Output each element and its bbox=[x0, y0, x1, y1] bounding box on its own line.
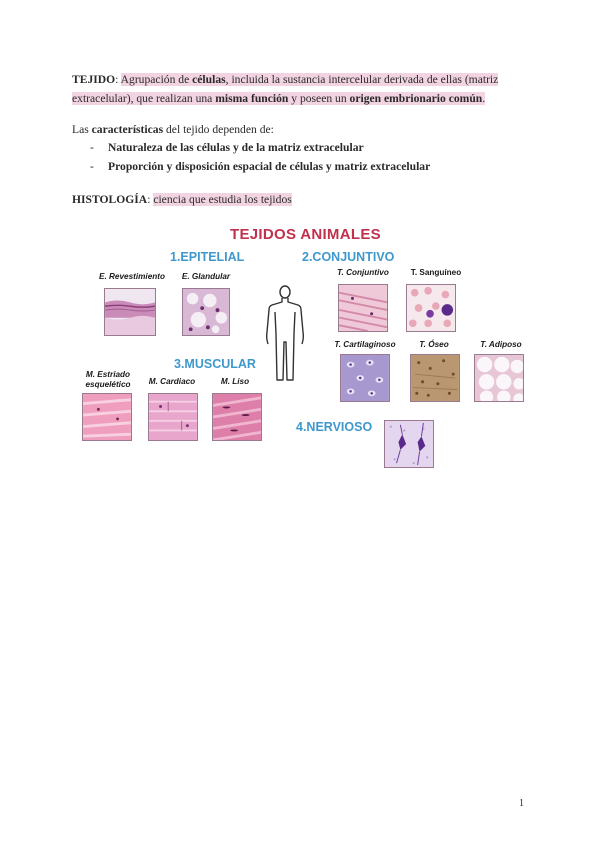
human-body-icon bbox=[262, 284, 308, 384]
cardiaco-tissue-image bbox=[148, 393, 198, 441]
label-cartilaginoso: T. Cartilaginoso bbox=[334, 340, 396, 349]
sanguineo-tissue-image bbox=[406, 284, 456, 332]
label-estriado: M. Estriado esquelético bbox=[85, 370, 131, 389]
cartilaginoso-tissue-image bbox=[340, 354, 390, 402]
category-muscular: 3.MUSCULAR bbox=[174, 357, 256, 371]
category-nervioso: 4.NERVIOSO bbox=[296, 420, 373, 434]
label-adiposo: T. Adiposo bbox=[480, 340, 522, 349]
nervioso-tissue-image bbox=[384, 420, 434, 468]
histology-definition: ciencia que estudia los tejidos bbox=[153, 193, 292, 206]
definition-paragraph: TEJIDO: Agrupación de células, incluida la sustancia intercelular derivada de ellas (matriz extracelular), que realizan una misma función y poseen un origen embrionario común. bbox=[72, 73, 499, 105]
definition-highlight: Agrupación de células, incluida la sustancia intercelular derivada de ellas (matriz extracelular), que realizan una misma función y poseen un origen embrionario común. bbox=[72, 73, 499, 105]
characteristics-list bbox=[90, 138, 430, 176]
liso-tissue-image bbox=[212, 393, 262, 441]
category-epitelial: 1.EPITELIAL bbox=[170, 250, 245, 264]
label-cardiaco: M. Cardiaco bbox=[148, 377, 196, 386]
revestimiento-tissue-image bbox=[104, 288, 156, 336]
label-liso: M. Liso bbox=[220, 377, 250, 386]
estriado-tissue-image bbox=[82, 393, 132, 441]
figure-title: TEJIDOS ANIMALES bbox=[230, 226, 381, 243]
label-conjuntivo: T. Conjuntivo bbox=[337, 268, 389, 277]
oseo-tissue-image bbox=[410, 354, 460, 402]
histology-paragraph: HISTOLOGÍA: ciencia que estudia los tejidos bbox=[72, 193, 292, 206]
label-revestimiento: E. Revestimiento bbox=[99, 272, 165, 281]
conjuntivo-tissue-image bbox=[338, 284, 388, 332]
list-item: - Naturaleza de las células y de la matriz extracelular bbox=[90, 141, 364, 154]
characteristics-intro: Las características del tejido dependen de: bbox=[72, 123, 274, 136]
label-oseo: T. Óseo bbox=[419, 340, 449, 349]
category-conjuntivo: 2.CONJUNTIVO bbox=[302, 250, 395, 264]
adiposo-tissue-image bbox=[474, 354, 524, 402]
label-glandular: E. Glandular bbox=[181, 272, 231, 281]
list-item: - Proporción y disposición espacial de células y matriz extracelular bbox=[90, 160, 431, 173]
label-sanguineo: T. Sanguíneo bbox=[410, 268, 462, 277]
page-number: 1 bbox=[519, 798, 524, 809]
definition-term: TEJIDO bbox=[72, 73, 116, 86]
glandular-tissue-image bbox=[182, 288, 230, 336]
histology-term: HISTOLOGÍA bbox=[72, 193, 148, 206]
